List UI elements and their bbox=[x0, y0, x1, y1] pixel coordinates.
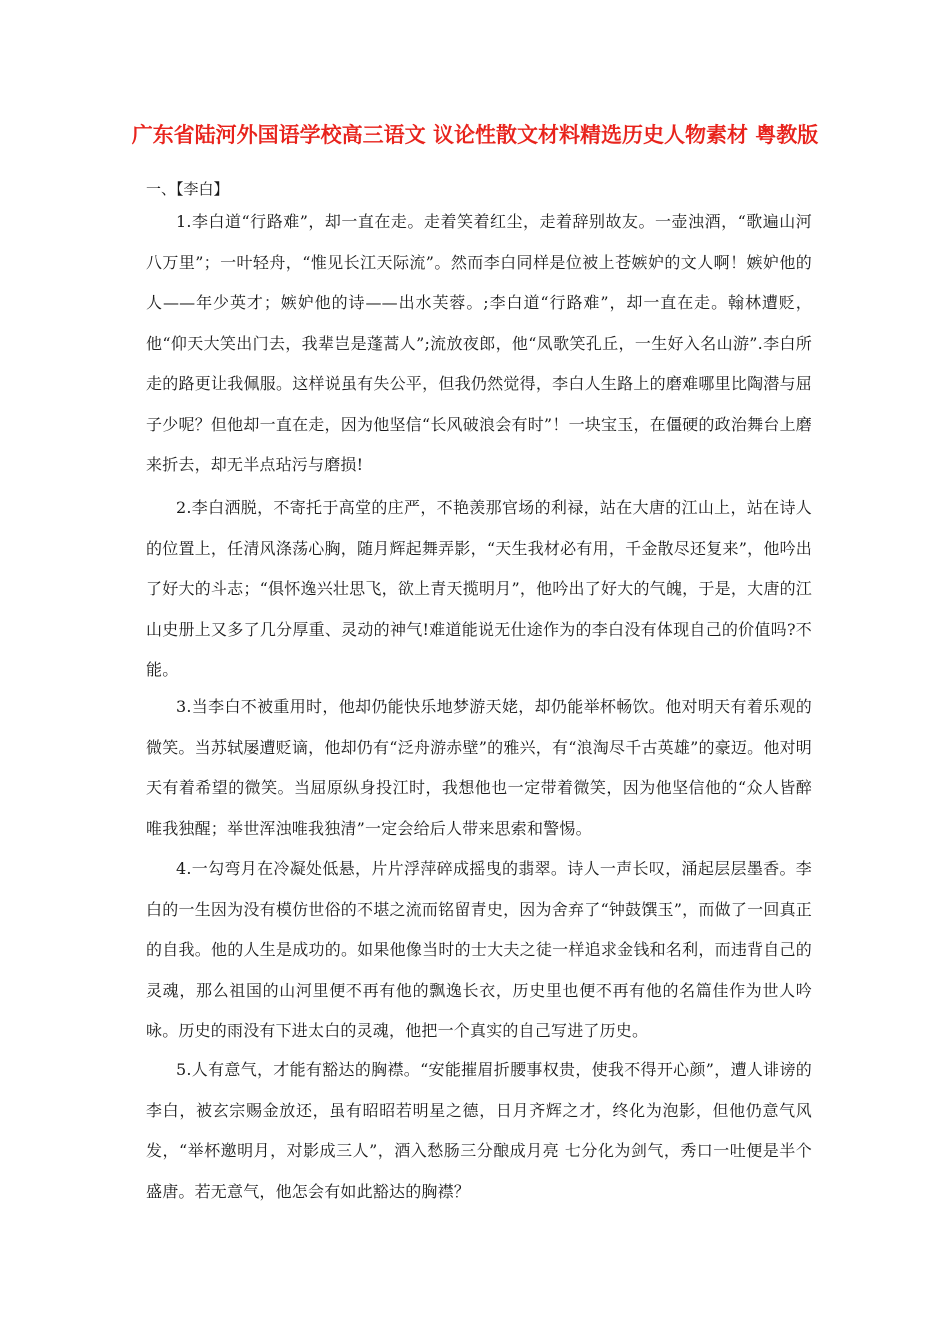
paragraph-3: 3.当李白不被重用时，他却仍能快乐地梦游天姥，却仍能举杯畅饮。他对明天有着乐观的微笑。当苏轼屡遭贬谪，他却仍有“泛舟游赤壁”的雅兴，有“浪淘尽千古英雄”的豪迈。他对明天有着希望的微笑。当屈原纵身投江时，我想他也一定带着微笑，因为他坚信他的“众人皆醉唯我独醒；举世浑浊唯我独清”一定会给后人带来思索和警惕。 bbox=[146, 697, 812, 838]
paragraph-1: 1.李白道“行路难”，却一直在走。走着笑着红尘，走着辞别故友。一壶浊酒，“歌遍山河八万里”；一叶轻舟，“惟见长江天际流”。然而李白同样是位被上苍嫉妒的文人啊！嫉妒他的人——年少英才；嫉妒他的诗——出水芙蓉。;李白道“行路难”，却一直在走。翰林遭贬，他“仰天大笑出门去，我辈岂是蓬蒿人”;流放夜郎，他“凤歌笑孔丘，一生好入名山游”.李白所走的路更让我佩服。这样说虽有失公平，但我仍然觉得，李白人生路上的磨难哪里比陶潜与屈子少呢？但他却一直在走，因为他坚信“长风破浪会有时”！一块宝玉，在僵硬的政治舞台上磨来折去，却无半点玷污与磨损! bbox=[146, 212, 812, 474]
paragraph-2: 2.李白洒脱，不寄托于高堂的庄严，不艳羡那官场的利禄，站在大唐的江山上，站在诗人的位置上，任清风涤荡心胸，随月辉起舞弄影，“天生我材必有用，千金散尽还复来”，他吟出了好大的斗志；“俱怀逸兴壮思飞，欲上青天揽明月”，他吟出了好大的气魄，于是，大唐的江山史册上又多了几分厚重、灵动的神气!难道能说无仕途作为的李白没有体现自己的价值吗?不能。 bbox=[146, 498, 812, 679]
paragraph-4: 4.一勾弯月在冷凝处低悬，片片浮萍碎成摇曳的翡翠。诗人一声长叹，涌起层层墨香。李白的一生因为没有模仿世俗的不堪之流而铭留青史，因为舍弃了“钟鼓馔玉”，而做了一回真正的自我。他的人生是成功的。如果他像当时的士大夫之徒一样追求金钱和名利，而违背自己的灵魂，那么祖国的山河里便不再有他的飘逸长衣，历史里也便不再有他的名篇佳作为世人吟咏。历史的雨没有下进太白的灵魂，他把一个真实的自己写进了历史。 bbox=[146, 859, 812, 1040]
document-title: 广东省陆河外国语学校高三语文 议论性散文材料精选历史人物素材 粤教版 bbox=[131, 123, 819, 147]
section-heading: 一、【李白】 bbox=[146, 180, 229, 198]
paragraph-5: 5.人有意气，才能有豁达的胸襟。“安能摧眉折腰事权贵，使我不得开心颜”，遭人诽谤的李白，被玄宗赐金放还，虽有昭昭若明星之德，日月齐辉之才，终化为泡影，但他仍意气风发，“举杯邀明月，对影成三人”，酒入愁肠三分酿成月亮 七分化为剑气，秀口一吐便是半个盛唐。若无意气，他怎会有如此豁达的胸襟？ bbox=[146, 1060, 812, 1201]
